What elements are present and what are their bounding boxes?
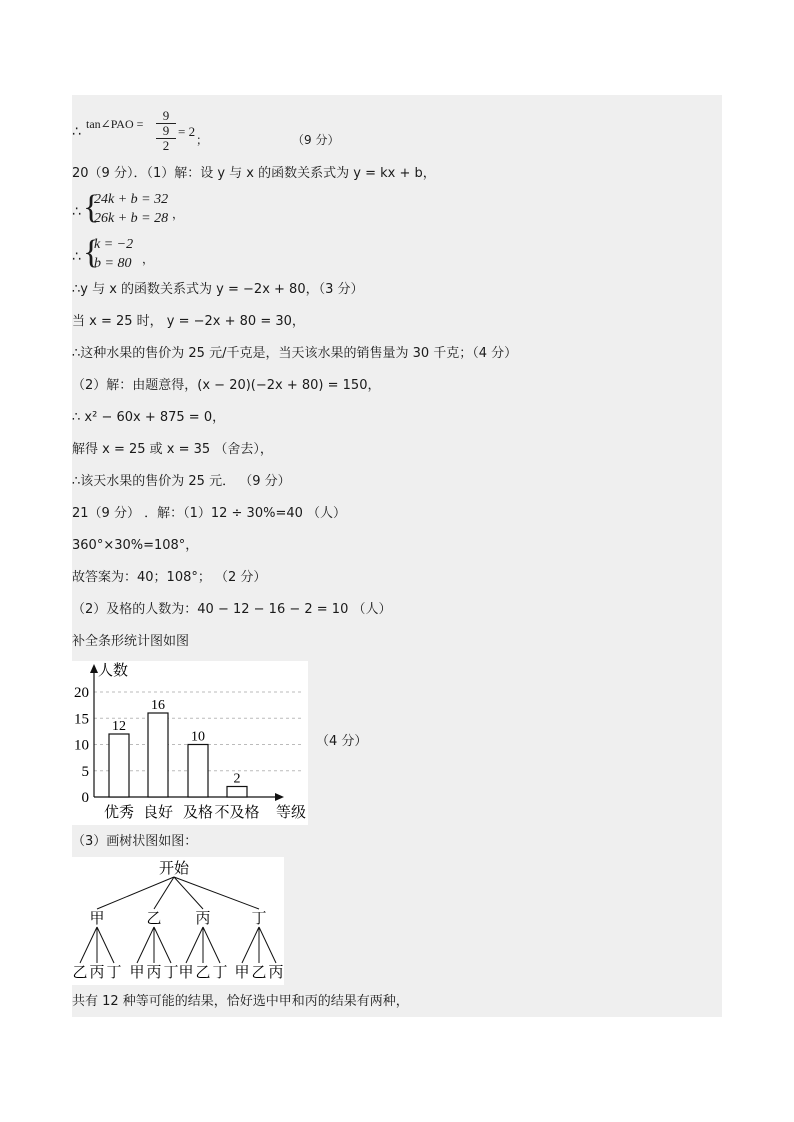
tree-leaf-label: 丙 <box>146 965 162 981</box>
fraction-inner-denominator: 2 <box>156 138 176 153</box>
chart-score: （4 分） <box>316 734 368 749</box>
bar <box>148 713 168 797</box>
tree-leaf-label: 丁 <box>212 965 228 981</box>
complete-chart-line: 补全条形统计图如图 <box>72 634 190 649</box>
tree-leaf-label: 甲 <box>129 965 145 981</box>
tree-edge <box>80 927 97 963</box>
left-brace: { <box>83 234 100 271</box>
q20-heading: 20（9 分）．（1）解：设 y 与 x 的函数关系式为 y = kx + b， <box>72 166 436 181</box>
tree-edge <box>174 877 203 909</box>
tree-leaf-label: 乙 <box>72 965 88 981</box>
comma: ， <box>142 252 155 266</box>
y-axis-arrow <box>90 664 98 673</box>
answer-line: 故答案为：40；108°； （2 分） <box>72 570 267 585</box>
tree-leaf-label: 乙 <box>195 965 211 981</box>
bar <box>227 787 247 798</box>
bar-chart <box>72 661 308 825</box>
tree-edge <box>242 927 259 963</box>
tree-diagram-svg <box>72 857 284 985</box>
solution-line: 解得 x = 25 或 x = 35 （舍去）， <box>72 442 273 457</box>
bar-value-label: 10 <box>191 729 205 745</box>
bar-value-label: 12 <box>112 719 126 734</box>
function-result: ∴y 与 x 的函数关系式为 y = −2x + 80，（3 分） <box>72 282 364 297</box>
therefore-symbol: ∴ <box>72 204 81 220</box>
price-conclusion: ∴这种水果的售价为 25 元/千克是，当天该水果的销售量为 30 千克；（4 分） <box>72 346 518 361</box>
tan-fraction <box>156 109 176 153</box>
tree-leaf-label: 丁 <box>163 965 179 981</box>
score-9: （9 分） <box>292 133 340 147</box>
part2-equation: （2）解：由题意得，(x − 20)(−2x + 80) = 150， <box>72 378 381 393</box>
price-final: ∴该天水果的售价为 25 元． （9 分） <box>72 474 291 489</box>
x-axis-arrow <box>275 793 284 801</box>
bar-value-label: 2 <box>233 771 241 787</box>
bar-chart-svg <box>72 661 308 825</box>
angle-line: 360°×30%=108°， <box>72 538 199 553</box>
quadratic-line: ∴ x² − 60x + 875 = 0， <box>72 410 226 425</box>
x-category-label: 不及格 <box>214 805 260 821</box>
answer-sheet <box>72 95 722 1017</box>
x-axis-label: 等级 <box>276 805 307 821</box>
tan-expression: tan∠PAO = <box>86 117 144 131</box>
semicolon: ； <box>196 133 209 147</box>
tree-intro: （3）画树状图如图： <box>72 834 198 849</box>
x-category-label: 优秀 <box>103 805 135 821</box>
bar <box>109 734 129 797</box>
tree-edge <box>97 877 174 909</box>
tree-root-label: 开始 <box>158 861 190 877</box>
bar <box>188 745 208 798</box>
bar-value-label: 16 <box>151 698 165 713</box>
x25-line: 当 x = 25 时， y = −2x + 80 = 30， <box>72 314 305 329</box>
y-tick-label: 15 <box>74 711 89 728</box>
equation-2: 26k + b = 28 <box>94 211 169 226</box>
tree-edge <box>154 877 174 909</box>
y-tick-label: 5 <box>81 763 89 780</box>
comma: ， <box>172 207 185 221</box>
tan-result: = 2 <box>178 124 196 139</box>
tree-branch-label: 丙 <box>195 911 211 927</box>
fraction-numerator: 9 <box>162 108 170 123</box>
tree-branch-label: 甲 <box>89 911 105 927</box>
fraction-inner-numerator: 9 <box>162 123 170 138</box>
equation-k: k = −2 <box>94 237 134 252</box>
outcome-line: 共有 12 种等可能的结果，恰好选中甲和丙的结果有两种， <box>72 994 409 1009</box>
tree-leaf-label: 甲 <box>234 965 250 981</box>
y-axis-label: 人数 <box>98 663 129 679</box>
equation-b: b = 80 <box>94 256 132 271</box>
tree-leaf-label: 丁 <box>106 965 122 981</box>
tree-edge <box>137 927 154 963</box>
tree-branch-label: 乙 <box>146 911 162 927</box>
tree-branch-label: 丁 <box>251 911 267 927</box>
left-brace: { <box>83 189 100 226</box>
tree-edge <box>174 877 259 909</box>
tree-leaf-label: 丙 <box>268 965 284 981</box>
tree-edge <box>97 927 114 963</box>
q21-heading: 21（9 分） ．解：（1）12 ÷ 30%=40 （人） <box>72 506 347 521</box>
equation-system-1 <box>72 191 272 231</box>
tree-edge <box>186 927 203 963</box>
y-tick-label: 20 <box>74 685 89 701</box>
fraction-inner <box>156 123 176 153</box>
y-tick-label: 0 <box>81 790 89 806</box>
y-tick-label: 10 <box>74 737 89 754</box>
tree-leaf-label: 乙 <box>251 965 267 981</box>
therefore-symbol: ∴ <box>72 249 81 265</box>
therefore-symbol: ∴ <box>72 124 81 140</box>
tree-edge <box>259 927 276 963</box>
equation-system-2 <box>72 236 272 276</box>
tree-leaf-label: 甲 <box>178 965 194 981</box>
tree-diagram <box>72 857 284 985</box>
tree-edge <box>203 927 220 963</box>
tree-edge <box>154 927 171 963</box>
x-category-label: 及格 <box>182 805 214 821</box>
tree-leaf-label: 丙 <box>89 965 105 981</box>
pass-count-line: （2）及格的人数为：40 − 12 − 16 − 2 = 10 （人） <box>72 602 392 617</box>
equation-1: 24k + b = 32 <box>94 192 169 207</box>
x-category-label: 良好 <box>142 805 174 821</box>
